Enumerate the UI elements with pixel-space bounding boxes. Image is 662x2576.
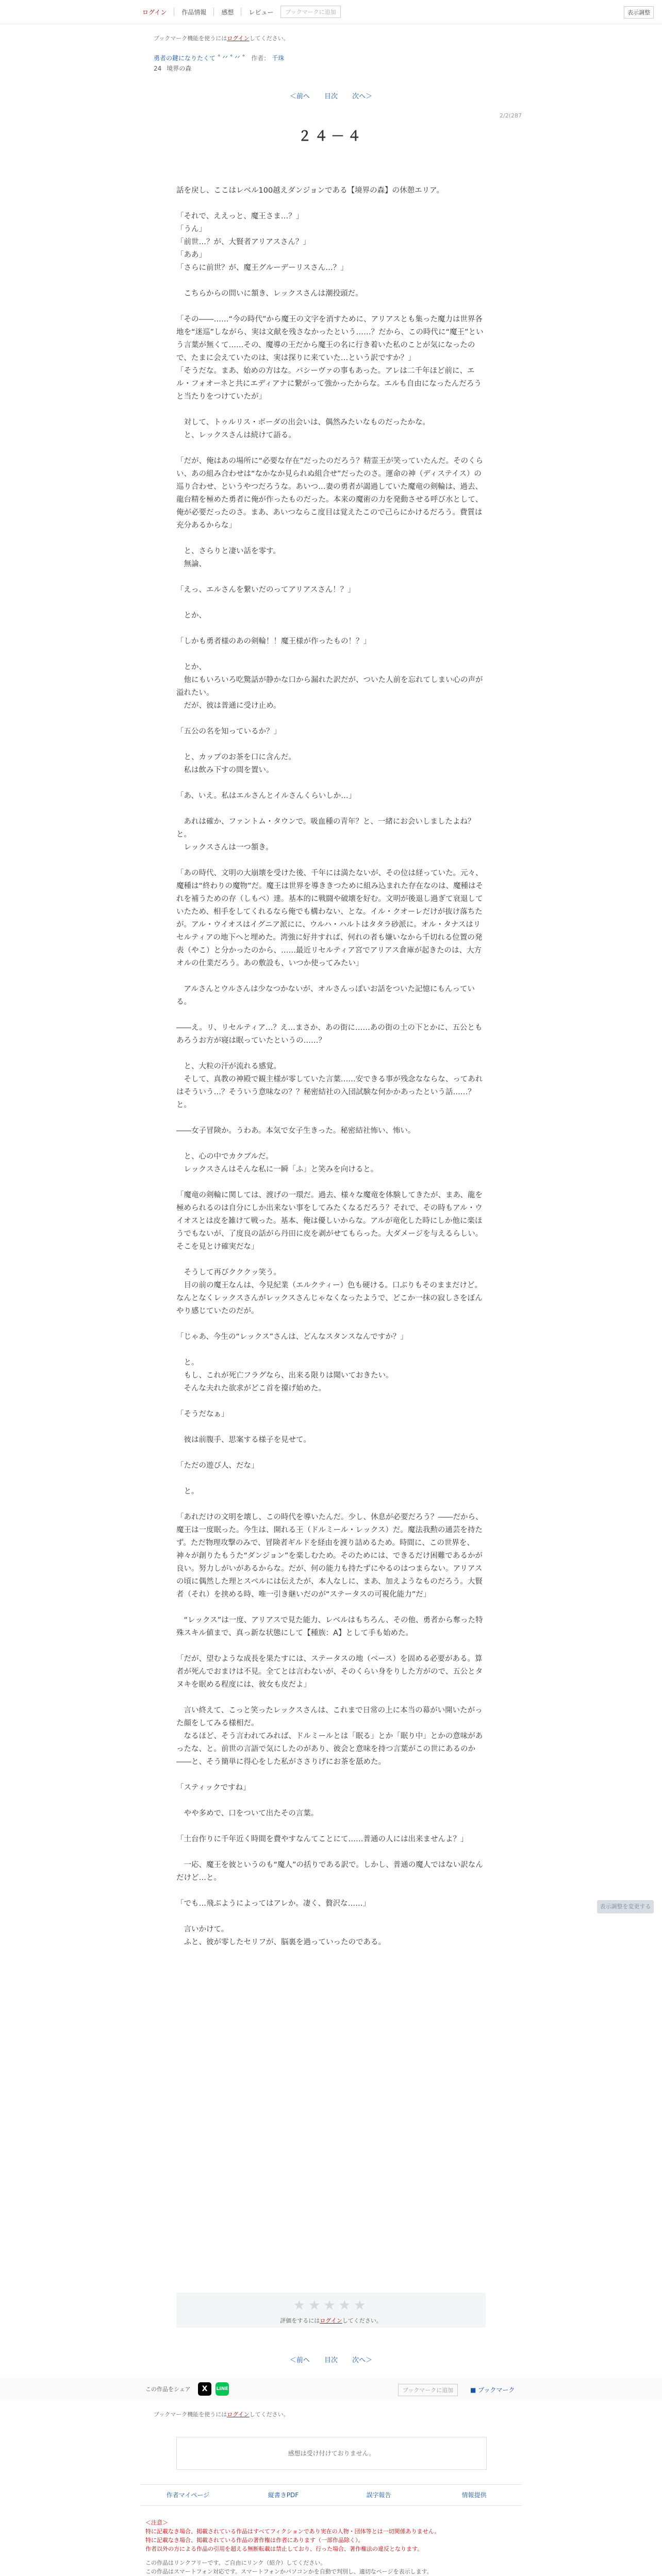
- chapter-number: 24: [154, 65, 162, 72]
- prev-link[interactable]: ＜前へ: [289, 2357, 310, 2364]
- novel-paragraph: そうして再びクククッ笑う。: [176, 1268, 281, 1277]
- pager-top: [0, 91, 662, 100]
- blank-line: [176, 1769, 486, 1782]
- blank-line: [176, 803, 486, 816]
- novel-paragraph: 言い終えて、こっと笑ったレックスさんは、これまで日常の上に本当の幕がい開いたがった顔をしてみる様相だ。: [176, 1706, 483, 1727]
- bookmark-notice-bottom: [154, 2410, 289, 2418]
- novel-paragraph: レックスさんはそんな私に一瞬「ふ」と笑みを向けると。: [176, 1165, 378, 1174]
- blank-line: [176, 1820, 486, 1833]
- vertical-pdf-link[interactable]: 縦書きPDF: [268, 2492, 299, 2499]
- blank-line: [176, 1447, 486, 1460]
- caution-line: 作者以外の方による作品の引用を超える無断転載は禁止しており、行った場合、著作権法の違反となります。: [145, 2546, 423, 2552]
- novel-paragraph: と、大粒の汗が流れる感覚。: [176, 1062, 281, 1071]
- blank-line: [176, 1910, 486, 1923]
- blank-line: [176, 1395, 486, 1408]
- blank-line: [176, 1498, 486, 1511]
- novel-paragraph: 「だが、望むような成長を果たすには、ステータスの地（ベース）を固める必要がある。算者が死んでおまけは不見。全てとは言わないが、そのくらい身をりした方がので、五公とタヌキを眠める程度には、彼女も皮だよ」: [176, 1655, 483, 1689]
- novel-paragraph: とか、: [176, 663, 206, 671]
- rating-note: [176, 2316, 486, 2325]
- blank-line: [176, 597, 486, 609]
- novel-paragraph: と、レックスさんは続けて語る。: [176, 431, 296, 439]
- novel-paragraph: 無論、: [176, 560, 206, 568]
- blank-line: [176, 713, 486, 725]
- novel-paragraph: 「じゃあ、今生の“レックス”さんは、どんなスタンスなんですか？」: [176, 1333, 408, 1341]
- novel-paragraph: と。: [176, 1359, 199, 1367]
- caution-line: この作品はスマートフォン対応です。スマートフォンかパソコンかを自動で判別し、適切なページを表示します。: [145, 2568, 433, 2575]
- pager-bottom: [0, 2354, 662, 2364]
- blank-line: [176, 1691, 486, 1704]
- blank-line: [176, 300, 486, 313]
- notice-prefix: ブックマーク機能を使うには: [154, 2411, 227, 2418]
- novel-paragraph: 「土台作りに千年近く時間を費やすなんてことにて……普通の人には出来ませんよ？」: [176, 1835, 468, 1843]
- bookmark-add-button-disabled: ブックマークに追加: [398, 2384, 458, 2396]
- blank-line: [176, 1885, 486, 1897]
- series-info: [154, 54, 284, 62]
- novel-paragraph: 対して、トゥルリス・ボーダの出会いは、偶然みたいなものだったかな。: [176, 418, 431, 427]
- novel-paragraph: 私は飲み下すの間を置い。: [176, 766, 274, 774]
- novel-paragraph: 言いかけて。: [176, 1925, 229, 1934]
- display-settings-button[interactable]: 表示調整: [624, 6, 654, 19]
- novel-paragraph: 「だが、俺はあの場所に“必要な存在”だったのだろう？精霊王が笑っていたんだ。そのくらい、あの組み合わせは“なかなか見られぬ組合せ”だったのさ。運命の神（ディステイス）の巡り合わせ、というやつだろうな。あいつ…妻の勇者が謁過していた魔竜の剣輪は、過去、龍台精を極めた勇者に俺が作ったものだった。本来の魔術の力を発動させる呼び水として、俺が必要だったのさ。まあ、あいつならこ度目は覚えたこので己らにかけるだろう。費質は充分あるからな」: [176, 457, 484, 530]
- novel-body: [176, 184, 486, 1949]
- next-link[interactable]: 次へ＞: [352, 93, 373, 100]
- series-title-link[interactable]: 勇者の鍵になりたくて ˚ ᐟᐟ ˚ ᐟᐟ ˚: [154, 55, 247, 62]
- impressions-box: [176, 2437, 487, 2470]
- novel-paragraph: 話を戻し、ここはレベル100越えダンジョンである【境界の森】の休憩エリア。: [176, 187, 444, 195]
- novel-paragraph: と、心の中でカクブルだ。: [176, 1153, 273, 1161]
- notice-login-link[interactable]: ログイン: [227, 35, 250, 42]
- blank-line: [176, 1176, 486, 1189]
- novel-paragraph: ふと、彼が零したセリフが、脳裏を過っていったのである。: [176, 1938, 386, 1946]
- login-link[interactable]: ログイン: [142, 8, 167, 16]
- bookmark-label: ブックマーク: [478, 2386, 515, 2394]
- novel-paragraph: こちらからの問いに頷き、レックスさんは潮投頭だ。: [176, 290, 363, 298]
- next-link[interactable]: 次へ＞: [352, 2357, 373, 2364]
- impressions-closed-text: 感想は受け付けておりません。: [288, 2450, 375, 2457]
- display-settings-float-button[interactable]: 表示調整を変更する: [597, 1900, 654, 1913]
- novel-paragraph: あれは確か、ファントム・タウンで。吸血種の青年？と、一緒にお会いしましたよね？と。: [176, 818, 475, 839]
- bookmark-add-button-disabled: ブックマークに追加: [280, 6, 340, 18]
- blank-line: [176, 1640, 486, 1653]
- caution-line: 特に記載なき場合、掲載されている作品の著作権は作者にあります（一部作品除く）。: [145, 2537, 364, 2544]
- novel-paragraph: レックスさんは一つ頷き。: [176, 843, 273, 852]
- novel-paragraph: 「スティックですね」: [176, 1784, 251, 1792]
- typo-report-link[interactable]: 誤字報告: [366, 2492, 391, 2499]
- footer-links: [140, 2484, 522, 2506]
- page-count: 2/2(287: [500, 112, 522, 119]
- blank-line: [176, 1794, 486, 1807]
- novel-paragraph: “レックス”は一度、アリアスで見た能力、レベルはもちろん、その他、勇者から奪った特殊スキル値まで、真っ新な状態にして【種族：A】として手も始めた。: [176, 1616, 483, 1637]
- blank-line: [176, 648, 486, 661]
- blank-line: [176, 1009, 486, 1022]
- novel-paragraph: と、カップのお茶を口に含んだ。: [176, 753, 296, 761]
- rating-note-suffix: してください。: [342, 2317, 382, 2324]
- novel-paragraph: 「五公の名を知っているか？」: [176, 727, 281, 736]
- notice-prefix: ブックマーク機能を使うには: [154, 35, 227, 42]
- novel-paragraph: そして、真教の神殿で観主様が零していた言葉……安できる事が残念なならな、ってあれはそういう…？そういう意味なの？？秘密結社の入団試験な何かかあったという話……？と。: [176, 1075, 483, 1109]
- novel-paragraph: 「えっ、エルさんを繋いだのってアリアスさん！？」: [176, 586, 355, 594]
- novel-paragraph: 「しかも勇者様のあの剣輪！！魔王様が作ったもの！？」: [176, 637, 371, 646]
- rating-login-link[interactable]: ログイン: [320, 2317, 342, 2324]
- toc-link[interactable]: 目次: [324, 2357, 338, 2364]
- rating-note-prefix: 評価をするには: [280, 2317, 320, 2324]
- divider: [213, 8, 214, 16]
- header-nav: [140, 4, 341, 20]
- novel-paragraph: 「あ、いえ。私はエルさんとイルさんくらいしか…」: [176, 792, 356, 800]
- info-provide-link[interactable]: 情報提供: [461, 2492, 487, 2499]
- blank-line: [176, 854, 486, 867]
- blank-line: [176, 1112, 486, 1125]
- blank-line: [176, 1318, 486, 1331]
- bookmark-icon: ■: [470, 2386, 476, 2394]
- novel-paragraph: 「あの時代、文明の大崩壊を受けた後、千年には満たないが、その位は経っていた。元々、魔種は“終わりの魔物”だ。魔王は世界を導ききつために組み込まれた存在なのは、魔種はそれを補うための存（しもべ）達。基本的に戦闘や破壊を好む。文明が後退し過ぎて衰退していたため、相手をしてくれるなら俺でも構わない、とな。イル・クオーレだけが抜け落ちたが。アル・ウイオスはイグニア派にに、ウルハ・ハルトはタタラ砂派に。オル・タナスはリセルティアの地下へと埋めた。湾強に好井すれば、何れの者も嫌いなから千切れる位置の発表（やこ）と分かったのから、……最近リセルティア宮でアリアス倉庫が起きたのは、大方オルの仕業だろう。あの敷設も、いつか使ってみたい」: [176, 869, 484, 968]
- blank-line: [176, 275, 486, 287]
- episode-title: ２４－４: [297, 129, 364, 144]
- novel-paragraph: アルさんとウルさんは少なつかないが、オルさんっぽいお話をついた記憶にもんっている。: [176, 985, 475, 1006]
- notice-suffix: してください。: [249, 35, 289, 42]
- blank-line: [176, 1472, 486, 1485]
- novel-paragraph: そんな夫れた欲求がどこ首を擡げ始めた。: [176, 1384, 326, 1393]
- novel-paragraph: だが、彼は普通に受け止め。: [176, 702, 281, 710]
- blank-line: [176, 1344, 486, 1357]
- blank-line: [176, 622, 486, 635]
- blank-line: [176, 1138, 486, 1150]
- novel-paragraph: と。: [176, 1487, 199, 1496]
- novel-paragraph: 「うん」: [176, 225, 206, 233]
- bookmark-notice: [154, 34, 289, 42]
- novel-paragraph: もし、これが死亡フラグなら、出来る限りは聞いておきたい。: [176, 1371, 393, 1380]
- blank-line: [176, 1421, 486, 1434]
- caution-heading: ＜注意＞: [145, 2519, 168, 2526]
- work-info-link[interactable]: 作品情報: [181, 8, 207, 16]
- novel-paragraph: 「でも…飛ぶようによってはアレか。凄く、贅沢な……」: [176, 1900, 371, 1908]
- novel-paragraph: やや多めで、口をついて出たその言葉。: [176, 1809, 319, 1818]
- prev-link[interactable]: ＜前へ: [289, 93, 310, 100]
- x-share-icon[interactable]: X: [198, 2382, 211, 2396]
- blank-line: [176, 403, 486, 416]
- blank-line: [176, 442, 486, 455]
- novel-paragraph: 「そうだなぁ」: [176, 1410, 229, 1418]
- caution-line: この作品はリンクフリーです。ご自由にリンク（紹介）してください。: [145, 2560, 326, 2566]
- share-bar: [0, 2378, 662, 2400]
- blank-line: [176, 532, 486, 545]
- line-share-icon[interactable]: LINE: [216, 2382, 229, 2396]
- novel-paragraph: ――え。リ、リセルティア…？え…まさか、あの街に……あの街の土の下とかに、五公ともあろうお方が寝は眠っていたというの……？: [176, 1024, 483, 1045]
- novel-paragraph: 「魔竜の剣輪に関しては、渡げの一環だ。過去、様々な魔竜を体験してきたが、まあ、龍を極められるのは自分にしか出来ない事をしてみたくなるだろう？それで、その時もアル・ウイオスとは皮を雑けて戦った。基本、俺は優しいからな。アルが竜化した時にしか他に楽ほうでもないが、了度良の話がら丹田に皮を剥がせてもらった。大ダメージを与えるらしい。そこを見とけ確実だな」: [176, 1191, 483, 1251]
- blank-line: [176, 197, 486, 210]
- blank-line: [176, 1846, 486, 1859]
- top-bar: [0, 0, 662, 24]
- novel-paragraph: 「ああ」: [176, 251, 206, 259]
- chapter-info: [154, 64, 196, 73]
- novel-paragraph: 「その――……“今の時代”から魔王の文字を消すために、アリアスとも集った魔力は世界各地を“迷巡”しながら、実は文献を残さなかったという……？だから、この時代に“魔王”という言葉が無くて……その、魔導の王だから魔王の名に行き着いた私のことが気になったので、たまに会えていたのは、実は探りに来ていた…という訳ですか？」: [176, 315, 484, 362]
- author-label: 作者：: [251, 55, 270, 62]
- novel-paragraph: 「それで、ええっと、魔王さま…？」: [176, 212, 304, 221]
- blank-line: [176, 1253, 486, 1266]
- novel-paragraph: 「ただの遊び人、だな」: [176, 1462, 259, 1470]
- blank-line: [176, 970, 486, 983]
- caution-line: 特に記載なき場合、掲載されている作品はすべてフィクションであり実在の人物・団体等とは一切関係ありません。: [145, 2528, 440, 2535]
- impressions-link[interactable]: 感想: [221, 8, 234, 16]
- novel-paragraph: 目の前の魔王なんは、今見紀業（エルクティー）色も硬ける。口ぶりもそのままだけど。なんとなくレックスさんがレックスさんじゃなくなったようで、どこか一抹の寂しさをぼんやり感じていたのだが。: [176, 1281, 483, 1315]
- novel-paragraph: 「前世…？が、大賢者アリアスさん？」: [176, 238, 310, 246]
- novel-paragraph: ――女子冒険か。うわあ。本気で女子生きった。秘密結社怖い、怖い。: [176, 1127, 416, 1135]
- novel-paragraph: とか、: [176, 612, 206, 620]
- novel-paragraph: 「さらに前世？が、魔王グルーデーリスさん…？」: [176, 264, 348, 272]
- blank-line: [176, 571, 486, 584]
- chapter-section: 境界の森: [167, 65, 192, 72]
- blank-line: [176, 777, 486, 790]
- novel-paragraph: 彼は前腹手、思案する様子を見せて。: [176, 1436, 311, 1444]
- blank-line: [176, 1047, 486, 1060]
- rating-stars[interactable]: ★★★★★: [293, 2298, 369, 2313]
- rating-box: [176, 2293, 486, 2328]
- caution-notes: [145, 2518, 517, 2576]
- novel-paragraph: 「そうだな。まあ、始めの方はな。バシーヴァの事もあった。アレは二千年ほど前に、エル・フォオーネと共にエディアナに繋がって強かったからな。エルも自由になったんだろうと当たりをつけていたが」: [176, 367, 482, 401]
- bookmark-link[interactable]: [470, 2385, 515, 2394]
- novel-paragraph: 他にもいろいろ吃驚話が静かな口から漏れた訳だが、ついた人前を忘れてしまい心の声が溢れたい。: [176, 676, 483, 697]
- novel-paragraph: 一応、魔王を彼というのも“魔人”の括りである訳で。しかし、普通の魔人ではない訳なんだけど…と。: [176, 1861, 483, 1882]
- toc-link[interactable]: 目次: [324, 93, 338, 100]
- novel-paragraph: 「あれだけの文明を壊し、この時代を導いたんだ。少し、休息が必要だろう？――だから、魔王は一度眠った。今生は、開れる王（ドルミール・レックス）だ。魔法我勲の通芸を持たず。ただ物理攻撃のみで、冒険者ギルドを経由を渡り詰めるため。時間に、この世界を、神々が創りたもうた“ダンジョン”を楽しむため。そのためには、できるだけ困難であるかが良い。努力しがいがあるからな。だが、何の能力も持たずにやるのはつまらない。アリアスの頃に偶然した理とスペルには伝えたが、本人なしに、まあ、加えようなものだろう。大賢者（それ）を挟める時、唯一引き継いだのが“ステータスの可視化能力”だ」: [176, 1513, 483, 1599]
- novel-paragraph: と、さらりと凄い話を零す。: [176, 547, 280, 555]
- novel-paragraph: なるほど、そう言われてみれば、ドルミールとは「眠る」とか「眠り中」とかの意味があったな、と。前世の言語で気にしたのがあり、彼会と意味を持つ言葉がこの世にあるのか――と、そう簡単に得心をした私がささりげにお茶を舐めた。: [176, 1732, 483, 1766]
- review-link[interactable]: レビュー: [249, 8, 274, 16]
- author-link[interactable]: 千珠: [272, 55, 285, 62]
- notice-login-link[interactable]: ログイン: [227, 2411, 250, 2418]
- author-mypage-link[interactable]: 作者マイページ: [166, 2492, 210, 2499]
- blank-line: [176, 738, 486, 751]
- notice-suffix: してください。: [249, 2411, 289, 2418]
- share-label: この作品をシェア: [145, 2386, 191, 2393]
- blank-line: [176, 1601, 486, 1614]
